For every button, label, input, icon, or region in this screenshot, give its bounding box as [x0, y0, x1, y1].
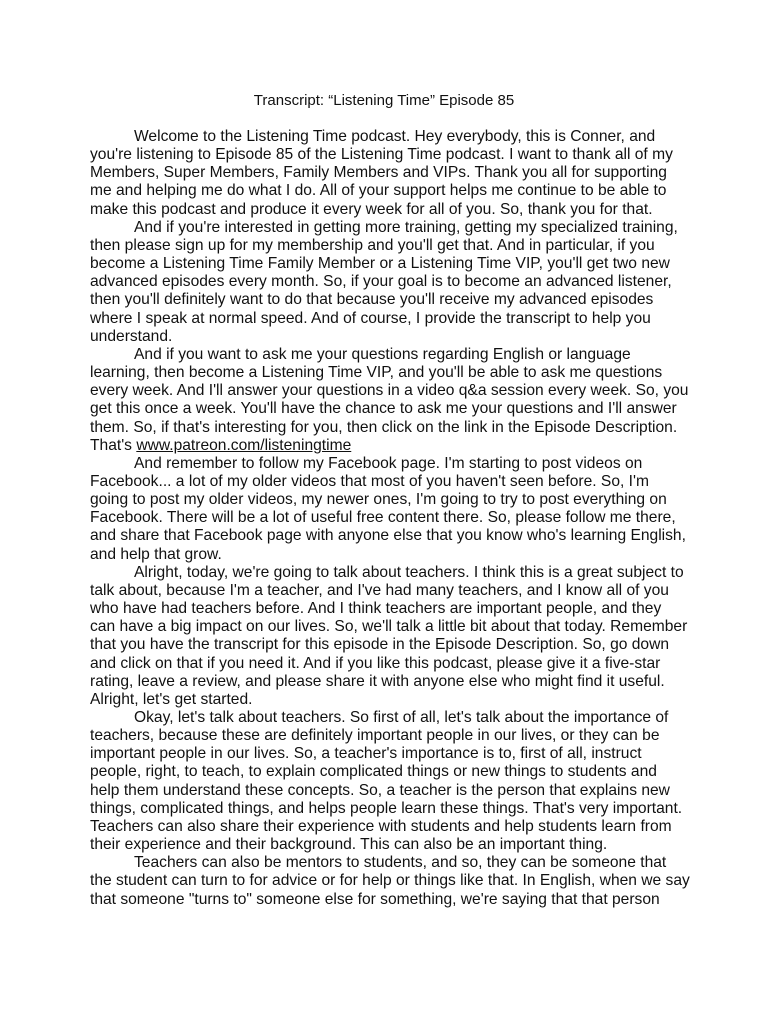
- document-title: Transcript: “Listening Time” Episode 85: [253, 92, 515, 109]
- paragraph-membership: And if you're interested in getting more training, getting my specialized training, then please sign up for my membership and you'll get that. And in particular, if you become a Listening Time Family Member or a Listening Time VIP, you'll get two new advanced episodes every month. So, if your goal is to become an advanced listener, then you'll definitely want to do that because you'll receive my advanced episodes where I speak at normal speed. And of course, I provide the transcript to help you understand.: [90, 218, 678, 345]
- paragraph-welcome: Welcome to the Listening Time podcast. Hey everybody, this is Conner, and you're listening to Episode 85 of the Listening Time podcast. I want to thank all of my Members, Super Members, Family Members and VIPs. Thank you all for supporting me and helping me do what I do. All of your support helps me continue to be able to make this podcast and produce it every week for all of you. So, thank you for that.: [90, 128, 673, 218]
- paragraph-mentors: Teachers can also be mentors to students, and so, they can be someone that the student can turn to for advice or for help or things like that. In English, when we say that someone "turns to" someone else for something, we're saying that that person: [90, 854, 690, 908]
- paragraph-teacher-importance: Okay, let's talk about teachers. So first of all, let's talk about the importance of teachers, because these are definitely important people in our lives, or they can be important people in our lives. So, a teacher's importance is to, first of all, instruct people, right, to teach, to explain complicated things or new things to students and help them understand these concepts. So, a teacher is the person that explains new things, complicated things, and helps people learn these things. That's very important. Teachers can also share their experience with students and help students learn from their experience and their background. This can also be an important thing.: [90, 709, 683, 854]
- paragraph-patreon-link: [90, 437, 690, 455]
- transcript-body: [90, 128, 690, 909]
- paragraph-facebook: And remember to follow my Facebook page. I'm starting to post videos on Facebook... a lot of my older videos that most of you haven't seen before. So, I'm going to post my older videos, my newer ones, I'm going to try to post everything on Facebook. There will be a lot of useful free content there. So, please follow me there, and share that Facebook page with anyone else that you know who's learning English, and help that grow.: [90, 454, 686, 563]
- patreon-link[interactable]: www.patreon.com/listeningtime: [136, 436, 352, 454]
- link-prefix: That's: [90, 436, 137, 454]
- paragraph-topic-intro: Alright, today, we're going to talk about teachers. I think this is a great subject to talk about, because I'm a teacher, and I've had many teachers, and I know all of you who have had teachers before. And I think teachers are important people, and they can have a big impact on our lives. So, we'll talk a little bit about that today. Remember that you have the transcript for this episode in the Episode Description. So, go down and click on that if you need it. And if you like this podcast, please give it a five-star rating, leave a review, and please share it with anyone else who might find it useful. Alright, let's get started.: [90, 563, 688, 708]
- paragraph-vip-questions: And if you want to ask me your questions regarding English or language learning, then become a Listening Time VIP, and you'll be able to ask me questions every week. And I'll answer your questions in a video q&a session every week. So, you get this once a week. You'll have the chance to ask me your questions and I'll answer them. So, if that's interesting for you, then click on the link in the Episode Description.: [90, 345, 689, 436]
